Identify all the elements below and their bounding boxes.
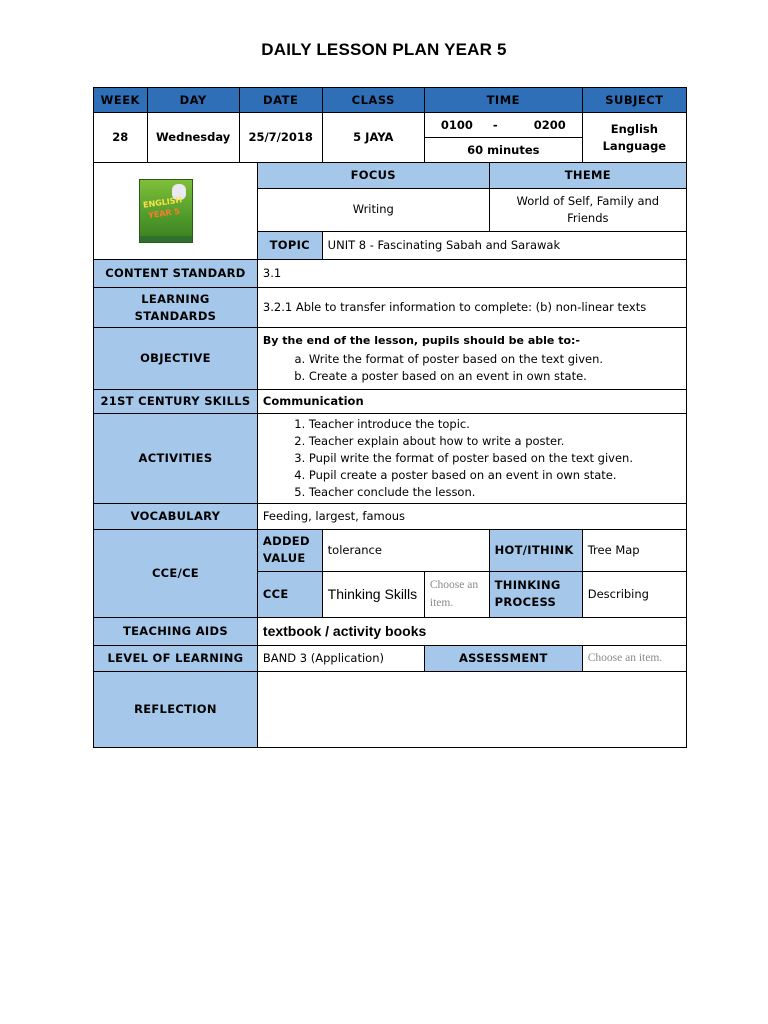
theme-label: THEME — [489, 163, 686, 188]
vocabulary-label: VOCABULARY — [94, 504, 258, 529]
learning-standards-label: LEARNING STANDARDS — [94, 288, 258, 328]
subject-header: SUBJECT — [582, 88, 686, 113]
duration-value: 60 minutes — [424, 138, 582, 163]
cce-ce-label: CCE/CE — [94, 529, 258, 618]
objective-intro: By the end of the lesson, pupils should be able to:- — [262, 334, 580, 348]
date-value: 25/7/2018 — [239, 113, 322, 163]
teaching-aids-value: textbook / activity books — [257, 618, 686, 646]
added-value-label: ADDED VALUE — [257, 529, 322, 571]
time-start: 0100 — [440, 117, 473, 132]
info-row — [94, 113, 687, 138]
reflection-field[interactable] — [257, 672, 686, 748]
activities-label: ACTIVITIES — [94, 413, 258, 504]
cce-choose-item-dropdown[interactable]: Choose an item. — [424, 571, 489, 617]
time-end: 0200 — [533, 117, 566, 132]
activities-list — [263, 416, 681, 501]
lesson-plan-table — [93, 87, 687, 748]
objective-list — [263, 351, 681, 385]
cce-label: CCE — [257, 571, 322, 617]
day-header: DAY — [147, 88, 239, 113]
assessment-choose-item-dropdown[interactable]: Choose an item. — [582, 646, 686, 672]
objective-label: OBJECTIVE — [94, 328, 258, 389]
textbook-cover-image — [139, 179, 193, 243]
time-header: TIME — [424, 88, 582, 113]
content-standard-value: 3.1 — [257, 259, 686, 287]
activity-item: 5. Teacher conclude the lesson. — [309, 484, 681, 501]
21st-century-skills-label: 21ST CENTURY SKILLS — [94, 389, 258, 413]
cce-value: Thinking Skills — [322, 571, 424, 617]
book-cover-line1: ENGLISH — [142, 195, 183, 210]
activities-content — [257, 413, 686, 504]
hot-ithink-value: Tree Map — [582, 529, 686, 571]
class-header: CLASS — [322, 88, 424, 113]
document-title: DAILY LESSON PLAN YEAR 5 — [261, 40, 507, 59]
reflection-label: REFLECTION — [94, 672, 258, 748]
teaching-aids-label: TEACHING AIDS — [94, 618, 258, 646]
level-of-learning-value: BAND 3 (Application) — [257, 646, 424, 672]
book-cover-line2: YEAR 5 — [147, 207, 181, 221]
assessment-label: ASSESSMENT — [424, 646, 582, 672]
topic-label: TOPIC — [257, 231, 322, 259]
week-value: 28 — [94, 113, 148, 163]
week-header: WEEK — [94, 88, 148, 113]
date-header: DATE — [239, 88, 322, 113]
theme-value: World of Self, Family and Friends — [489, 188, 686, 231]
added-value-value: tolerance — [322, 529, 489, 571]
time-separator: - — [492, 117, 498, 132]
activity-item: 4. Pupil create a poster based on an event in own state. — [309, 467, 681, 484]
21st-century-skills-value: Communication — [257, 389, 686, 413]
topic-value: UNIT 8 - Fascinating Sabah and Sarawak — [322, 231, 686, 259]
class-value: 5 JAYA — [322, 113, 424, 163]
subject-value: English Language — [582, 113, 686, 163]
objective-content — [257, 328, 686, 389]
hot-ithink-label: HOT/ITHINK — [489, 529, 582, 571]
textbook-cover-cell — [94, 163, 258, 260]
thinking-process-value: Describing — [582, 571, 686, 617]
thinking-process-label: THINKING PROCESS — [489, 571, 582, 617]
day-value: Wednesday — [147, 113, 239, 163]
activity-item: 1. Teacher introduce the topic. — [309, 416, 681, 433]
header-row — [94, 88, 687, 113]
content-standard-label: CONTENT STANDARD — [94, 259, 258, 287]
focus-label: FOCUS — [257, 163, 489, 188]
activity-item: 2. Teacher explain about how to write a poster. — [309, 433, 681, 450]
activity-item: 3. Pupil write the format of poster based on the text given. — [309, 450, 681, 467]
learning-standards-value: 3.2.1 Able to transfer information to complete: (b) non-linear texts — [257, 288, 686, 328]
focus-value: Writing — [257, 188, 489, 231]
objective-item: b. Create a poster based on an event in own state. — [309, 368, 681, 385]
time-range — [424, 113, 582, 138]
objective-item: a. Write the format of poster based on the text given. — [309, 351, 681, 368]
vocabulary-value: Feeding, largest, famous — [257, 504, 686, 529]
level-of-learning-label: LEVEL OF LEARNING — [94, 646, 258, 672]
